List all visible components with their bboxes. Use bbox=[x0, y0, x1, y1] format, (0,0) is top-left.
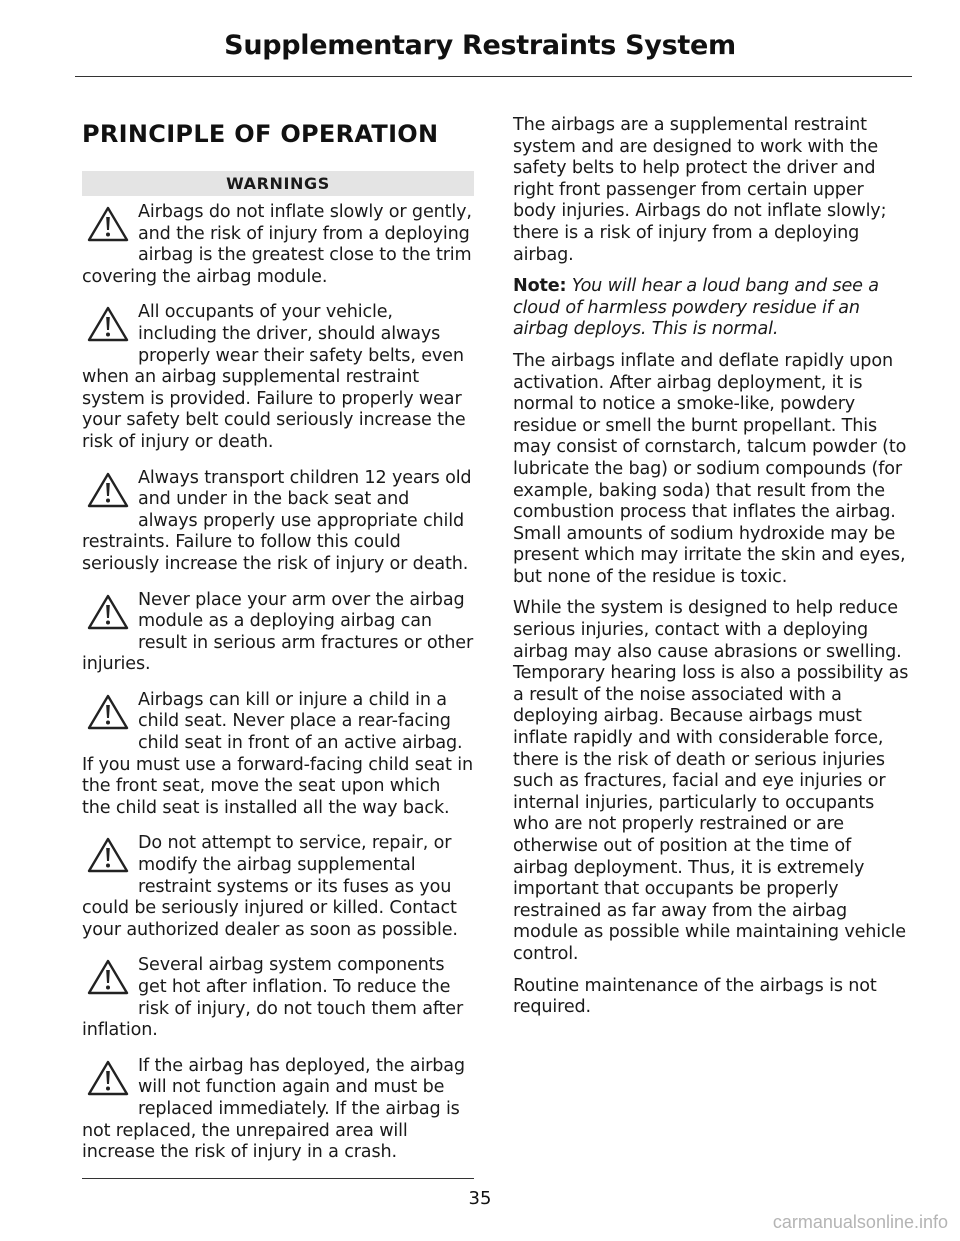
maintenance-paragraph: Routine maintenance of the airbags is not required. bbox=[513, 975, 877, 1018]
warning-text: Always transport children 12 years old and under in the back seat and always properly use appropriate child restraints. Failure to follow this could seriously increase the risk of injury or death. bbox=[82, 467, 472, 574]
warning-item bbox=[82, 690, 474, 820]
residue-paragraph: The airbags inflate and deflate rapidly upon activation. After airbag deployment, it is normal to notice a smoke-like, powdery residue or smell the burnt propellant. This may consist of cornstarch, talcum powder (to lubricate the bag) or sodium compounds (for example, baking soda) that result from the combustion process that inflates the airbag. Small amounts of sodium hydroxide may be present which may irritate the skin and eyes, but none of the residue is toxic. bbox=[513, 350, 907, 587]
note-label: Note: bbox=[513, 276, 567, 297]
warning-text: All occupants of your vehicle, including the driver, should always properly wear their safety belts, even when an airbag supplemental restraint system is provided. Failure to properly wear your safety belt could seriously increase the risk of injury or death. bbox=[82, 302, 466, 452]
warnings-banner: WARNINGS bbox=[82, 171, 474, 196]
warning-triangle-icon bbox=[82, 837, 134, 897]
header-divider bbox=[75, 76, 912, 77]
warning-item bbox=[82, 833, 474, 941]
warning-triangle-icon bbox=[82, 472, 134, 532]
warning-item bbox=[82, 1056, 474, 1164]
injury-paragraph: While the system is designed to help reduce serious injuries, contact with a deploying airbag may also cause abrasions or swelling. Temporary hearing loss is also a possibility as a result of the noise associated with a deploying airbag. Because airbags must inflate rapidly and with considerable force, there is the risk of death or serious injuries such as fractures, facial and eye injuries or internal injuries, particularly to occupants who are not properly restrained or are otherwise out of position at the time of airbag deployment. Thus, it is extremely important that occupants be properly restrained as far away from the airbag module as possible while maintaining vehicle control. bbox=[513, 598, 909, 964]
warning-triangle-icon bbox=[82, 594, 134, 654]
watermark: carmanualsonline.info bbox=[772, 1212, 948, 1232]
page-number: 35 bbox=[468, 1188, 492, 1209]
right-column bbox=[513, 115, 911, 1029]
warning-text: Airbags can kill or injure a child in a child seat. Never place a rear-facing child seat in front of an active airbag. If you must use a forward-facing child seat in the front seat, move the seat upon which the child seat is installed all the way back. bbox=[82, 689, 473, 818]
warning-triangle-icon bbox=[82, 306, 134, 366]
warning-triangle-icon bbox=[82, 1060, 134, 1120]
warning-item bbox=[82, 468, 474, 576]
left-column bbox=[82, 115, 474, 1179]
warning-item bbox=[82, 302, 474, 453]
warning-text: Several airbag system components get hot after inflation. To reduce the risk of injury, do not touch them after inflation. bbox=[82, 955, 464, 1041]
warning-text: Airbags do not inflate slowly or gently, and the risk of injury from a deploying airbag is the greatest close to the trim covering the airbag module. bbox=[82, 202, 472, 287]
warning-text: If the airbag has deployed, the airbag will not function again and must be replaced immediately. If the airbag is not replaced, the unrepaired area will increase the risk of injury in a crash. bbox=[82, 1055, 465, 1163]
warning-triangle-icon bbox=[82, 959, 134, 1019]
warning-text: Never place your arm over the airbag module as a deploying airbag can result in serious arm fractures or other injuries. bbox=[82, 589, 474, 675]
warnings-end-rule bbox=[82, 1178, 474, 1179]
warning-text: Do not attempt to service, repair, or modify the airbag supplemental restraint systems or its fuses as you could be seriously injured or killed. Contact your authorized dealer as soon as possible. bbox=[82, 833, 458, 940]
note-paragraph bbox=[513, 276, 911, 341]
warning-item bbox=[82, 955, 474, 1041]
page-header-title: Supplementary Restraints System bbox=[224, 30, 736, 61]
note-text: You will hear a loud bang and see a cloud of harmless powdery residue if an airbag deploys. This is normal. bbox=[513, 276, 879, 340]
warning-triangle-icon bbox=[82, 694, 134, 754]
intro-paragraph: The airbags are a supplemental restraint system and are designed to work with the safety belts to help protect the driver and right front passenger from certain upper body injuries. Airbags do not inflate slowly; there is a risk of injury from a deploying airbag. bbox=[513, 115, 887, 265]
section-heading: PRINCIPLE OF OPERATION bbox=[82, 120, 439, 148]
warning-item bbox=[82, 202, 474, 288]
warning-triangle-icon bbox=[82, 206, 134, 266]
warnings-list bbox=[82, 202, 474, 1164]
warning-item bbox=[82, 590, 474, 676]
